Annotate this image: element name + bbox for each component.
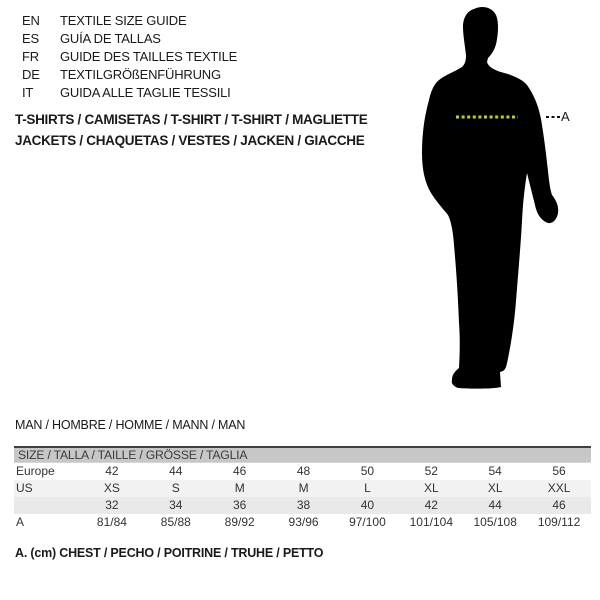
- language-code: IT: [22, 85, 34, 100]
- man-silhouette-svg: [410, 5, 580, 397]
- table-cell: M: [298, 481, 309, 495]
- table-cell: 54: [488, 464, 502, 478]
- table-row-numeric: [14, 497, 591, 514]
- table-cell: 81/84: [96, 515, 127, 529]
- category-line-jackets: JACKETS / CHAQUETAS / VESTES / JACKEN / GIACCHE: [15, 133, 365, 148]
- table-cell: 97/100: [349, 515, 386, 529]
- language-title: GUIDA ALLE TAGLIE TESSILI: [60, 85, 231, 100]
- table-cell: 85/88: [160, 515, 191, 529]
- language-row-de: [22, 66, 237, 84]
- table-cell: 101/104: [409, 515, 453, 529]
- table-cell: 52: [424, 464, 438, 478]
- category-line-tshirts: T-SHIRTS / CAMISETAS / T-SHIRT / T-SHIRT / MAGLIETTE: [15, 112, 368, 127]
- language-row-fr: [22, 48, 237, 66]
- measurement-footnote: A. (cm) CHEST / PECHO / POITRINE / TRUHE / PETTO: [15, 546, 324, 560]
- language-code: EN: [22, 13, 40, 28]
- language-code: ES: [22, 31, 39, 46]
- language-title: GUÍA DE TALLAS: [60, 31, 161, 46]
- table-cell: 105/108: [473, 515, 517, 529]
- table-cell: 42: [105, 464, 119, 478]
- language-row-it: [22, 84, 237, 102]
- table-cell: 42: [424, 498, 438, 512]
- table-cell: 32: [105, 498, 119, 512]
- row-label: A: [16, 515, 25, 529]
- table-cell: XS: [103, 481, 120, 495]
- man-silhouette-shape: [422, 7, 558, 389]
- table-cell: 50: [360, 464, 375, 478]
- size-table: [14, 446, 591, 531]
- table-cell: 48: [296, 464, 311, 478]
- table-row-us: [14, 480, 591, 497]
- section-title-man: MAN / HOMBRE / HOMME / MANN / MAN: [15, 418, 246, 432]
- row-label: US: [16, 481, 33, 495]
- table-cell: 46: [233, 464, 247, 478]
- language-row-es: [22, 30, 237, 48]
- man-silhouette-figure: [410, 5, 580, 397]
- language-title: TEXTILGRÖßENFÜHRUNG: [60, 67, 221, 82]
- garment-categories: [15, 109, 367, 151]
- language-code: DE: [22, 67, 40, 82]
- table-cell: XXL: [547, 481, 571, 495]
- table-cell: 44: [169, 464, 183, 478]
- language-row-en: [22, 12, 237, 30]
- row-label: Europe: [16, 464, 55, 478]
- table-cell: 34: [169, 498, 183, 512]
- table-cell: XL: [423, 481, 439, 495]
- table-cell: 56: [552, 464, 566, 478]
- measurement-label-a: A: [561, 109, 570, 124]
- table-cell: XL: [487, 481, 503, 495]
- table-cell: S: [171, 481, 180, 495]
- table-row-europe: [14, 463, 591, 480]
- table-cell: 89/92: [224, 515, 255, 529]
- table-cell: 109/112: [537, 515, 581, 529]
- table-cell: 38: [296, 498, 311, 512]
- table-cell: L: [364, 481, 371, 495]
- table-cell: 44: [488, 498, 502, 512]
- table-cell: 36: [233, 498, 247, 512]
- size-table-header: SIZE / TALLA / TAILLE / GRÖSSE / TAGLIA: [14, 448, 591, 463]
- table-cell: M: [234, 481, 245, 495]
- language-list: [22, 12, 237, 102]
- language-title: TEXTILE SIZE GUIDE: [60, 13, 187, 28]
- language-code: FR: [22, 49, 39, 64]
- table-cell: 93/96: [288, 515, 319, 529]
- table-cell: 46: [552, 498, 566, 512]
- table-cell: 40: [360, 498, 375, 512]
- table-row-chest-a: [14, 514, 591, 531]
- language-title: GUIDE DES TAILLES TEXTILE: [60, 49, 238, 64]
